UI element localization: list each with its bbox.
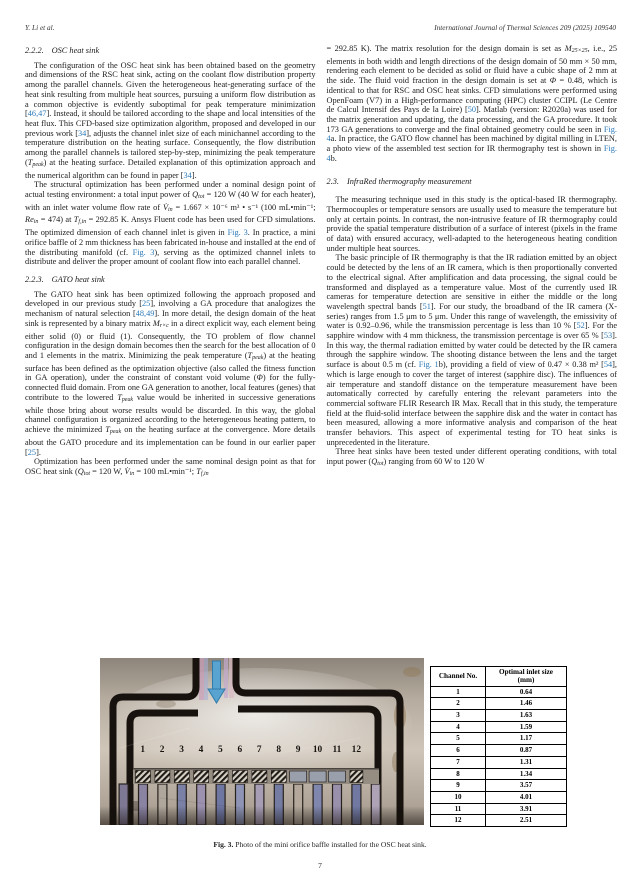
left-column [25, 44, 316, 656]
paragraph-ir-1: The measuring technique used in this study is the optical-based IR thermography. Thermocouples or temperature sensors are usually used to measure the temperature but only at certain points. In contrast, the non-intrusive feature of IR thermography could provide the spatial temperature distribution of a surface of interest (pixels in the frame of data) with ensured accuracy, well-adapted to the heterogeneous heating condition under multiple heat sources. [326, 195, 617, 253]
table-row [431, 698, 567, 710]
running-head-authors: Y. Li et al. [25, 23, 55, 32]
channel-number-label: 7 [256, 745, 262, 755]
section-heading-2-3: 2.3. InfraRed thermography measurement [326, 176, 472, 186]
table-header-row [431, 667, 567, 687]
paragraph-gato-2: Optimization has been performed under the same nominal design point as that for OSC heat sink (Qtot = 120 W, V̇in = 100 mL•min⁻¹; Tf,in [25, 457, 316, 477]
table-cell: 6 [431, 745, 486, 757]
figure3-caption-label: Fig. 3. [213, 840, 234, 849]
citation-link[interactable]: Fig. 3 [227, 228, 248, 238]
citation-link[interactable]: Fig. 3 [132, 247, 155, 257]
section-heading-2-2-2: 2.2.2. OSC heat sink [25, 46, 100, 55]
citation-link[interactable]: Fig. 4 [326, 124, 617, 144]
citation-link[interactable]: 50 [467, 105, 477, 115]
figure3-photo [100, 658, 424, 825]
table-cell: 11 [431, 803, 486, 815]
table-row [431, 768, 567, 780]
figure3-caption [0, 840, 640, 849]
paragraph-osc-2: The structural optimization has been performed under a nominal design point of actual testing environment: a total input power of Qtot = 120 W (40 W for each heater), with an inlet water volume flow rate of V̇in = 1.667 × 10⁻⁶ m³ • s⁻¹ (100 mL•min⁻¹; Rein = 474) at Tf,in = 292.85 K. Ansys Fluent code has been used for CFD simulations. The optimized dimension of each channel inlet is given in Fig. 3. In practice, a mini orifice baffle of 2 mm thickness has been fabricated in-house and installed at the end of the distributing manifold (cf. Fig. 3), serving as the optimized channel inlets to distribute and deliver the proper amount of coolant flow into each parallel channel. [25, 180, 316, 267]
table-row [431, 756, 567, 768]
citation-link[interactable]: Fig. 4 [326, 144, 617, 163]
table-cell: 3.57 [486, 780, 567, 792]
table-cell: 10 [431, 791, 486, 803]
citation-link[interactable]: 34 [78, 128, 87, 138]
channel-number-label: 2 [159, 745, 165, 755]
table-cell: 0.64 [486, 686, 567, 698]
channel-number-label: 3 [179, 745, 184, 755]
table-cell: 8 [431, 768, 486, 780]
body-columns [25, 44, 617, 656]
table-cell: 2 [431, 698, 486, 710]
paragraph-gato-1: The GATO heat sink has been optimized following the approach proposed and developed in our previous study [25], involving a GA procedure that analogizes the mechanism of natural selection [48,49]. In more detail, the design domain of the heat sink is represented by a binary matrix Mr×c in a direct explicit way, each element being either solid (0) or fluid (1). Consequently, the TO problem of flow channel configuration in the design domain becomes then the search for the best allocation of 0 and 1 elements in the matrix. Minimizing the peak temperature (Tpeak) at the heating surface has been defined as the optimization objective (also called the fitness function in GA operation), under the constraint of constant void volume (Φ) for the fully-connected fluid domain. From one GA generation to another, local features (genes) that contribute to the lowered Tpeak value would be inherited in successive generations while those bring about worse results would be discarded. In this way, the global channel configuration is organized according to the heterogeneous heating pattern, to achieve the minimized Tpeak on the heating surface at the convergence. More details about the GATO procedure and its implementation can be found in our earlier paper [25]. [25, 289, 316, 457]
table-row [431, 686, 567, 698]
channel-number-label: 12 [351, 745, 362, 755]
table-cell: 5 [431, 733, 486, 745]
table-header-channel-no: Channel No. [431, 667, 486, 687]
channel-number-label: 11 [332, 745, 342, 755]
citation-link[interactable]: 25 [27, 447, 37, 457]
table-header-optimal-inlet-size: Optimal inlet size (mm) [486, 667, 567, 687]
baffle-photo-graphic [100, 658, 424, 825]
citation-link[interactable]: 34 [183, 170, 192, 180]
table-cell: 2.51 [486, 815, 567, 827]
channel-number-label: 4 [198, 745, 204, 755]
table-cell: 0.87 [486, 745, 567, 757]
table-cell: 3.91 [486, 803, 567, 815]
channel-number-label: 1 [140, 745, 146, 755]
table-cell: 1.31 [486, 756, 567, 768]
optimal-inlet-size-table [430, 666, 567, 827]
table-cell: 9 [431, 780, 486, 792]
table-cell: 3 [431, 710, 486, 722]
channel-number-label: 9 [295, 745, 301, 755]
right-column [327, 44, 618, 656]
section-heading-2-2-3: 2.2.3. GATO heat sink [25, 275, 105, 285]
channel-number-labels [133, 745, 366, 755]
citation-link[interactable]: 52 [576, 321, 585, 331]
table-row [431, 745, 567, 757]
channel-number-label: 8 [276, 745, 281, 755]
citation-link[interactable]: 46,47 [27, 109, 47, 119]
table-row [431, 733, 567, 745]
paragraph-gato-2-continued: = 292.85 K). The matrix resolution for the design domain is set as M25×25, i.e., 25 elements in both width and length directions of the design domain of 50 mm × 50 mm, rendering each element to be decided as solid or fluid have a cubic shape of 2 mm at the side. The fluid void fraction in the design domain is set at Φ = 0.48, which is identical to that for RSC and OSC heat sinks. CFD simulations were performed using OpenFoam (V7) in a High-performance computing (HPC) cluster CCIPL (Le Centre de Calcul Intensif des Pays de la Loire) [50]. Matlab (version: R2020a) was used for the matrix generation and updating, the data processing, and the GA procedure. It took 173 GA generations to converge and the final obtained geometry could be seen in Fig. 4a. In practice, the GATO flow channel has been machined by digital milling in LTEN, a photo view of the assembled test section for IR thermography test is shown in Fig. 4b. [326, 44, 617, 163]
table-cell: 1.63 [486, 710, 567, 722]
table-cell: 1.17 [486, 733, 567, 745]
running-head [25, 23, 616, 32]
paragraph-ir-3: Three heat sinks have been tested under different operating conditions, with total input power (Qtot) ranging from 60 W to 120 W [326, 447, 617, 468]
page-number: 7 [318, 861, 322, 870]
table-row [431, 710, 567, 722]
channel-number-label: 5 [218, 745, 223, 755]
citation-link[interactable]: Fig. 1 [418, 360, 439, 370]
citation-link[interactable]: 51 [422, 301, 431, 311]
citation-link[interactable]: 54 [603, 360, 613, 370]
figure-3 [0, 656, 640, 831]
table-row [431, 803, 567, 815]
table-cell: 12 [431, 815, 486, 827]
figure3-caption-text: Photo of the mini orifice baffle installed for the OSC heat sink. [233, 840, 427, 849]
table-row [431, 815, 567, 827]
table-cell: 1.59 [486, 721, 567, 733]
table-row [431, 721, 567, 733]
table-row [431, 780, 567, 792]
table-cell: 4 [431, 721, 486, 733]
channel-number-label: 6 [237, 745, 243, 755]
table-cell: 1 [431, 686, 486, 698]
paragraph-ir-2: The basic principle of IR thermography is that the IR radiation emitted by an object could be detected by the lens of an IR camera, which is then proportionally converted to the electrical signal. After amplification and data processing, the signal could be transformed and displayed as a temperature value. Most of the currently used IR cameras for temperature detection are sensitive in either the middle or the long wavelength spectral bands [51]. For our study, the broadband of the IR camera (X-series) ranges from 1.5 μm to 5 μm. Under this range of wavelength, the emissivity of water is 0.92–0.96, while the transmission percentage is less than 10 % [52]. For the sapphire window with 4 mm thickness, the transmission percentage is over 65 % [53]. In this way, the thermal radiation emitted by water could be detected by the IR camera through the sapphire window. The shooting distance between the lens and the target surface is about 0.5 m (cf. Fig. 1b), providing a field of view of 0.47 × 0.38 m² [54], which is large enough to cover the target of interest (sapphire disc). The influences of air temperature and standoff distance on the temperature measurement have been automatically corrected by carefully entering the relevant parameters into the commercial software FLIR Research IR Max. Recall that in this study, the temperature field at the fluid-solid interface between the sapphire disk and the water in contact has been measured, allowing a more informative analysis and comparison of the heat transfer behaviors. This aspect of experimental testing for TO heat sinks is unprecedented in the literature. [326, 253, 617, 447]
citation-link[interactable]: 48,49 [135, 309, 155, 319]
citation-link[interactable]: 53 [603, 331, 613, 341]
citation-link[interactable]: 25 [142, 299, 151, 309]
paragraph-osc-1: The configuration of the OSC heat sink has been obtained based on the geometry and dimensions of the RSC heat sink, acting on the coolant flow distribution property among the parallel channels. Given the heterogeneous heat-generating surface of the heat sink resulting from multiple heat sources, pursuing a uniform flow distribution as a common objective is evidently suboptimal for peak temperature minimization [46,47]. Instead, it should be tailored according to the shape and local intensities of the heat flux. This CFD-based size optimization algorithm, proposed and developed in our previous work [34], adjusts the channel inlet size of each minichannel according to the temperature distribution on the heating surface. Consequently, the flow distribution among the parallel channels is tailored step-by-step, minimizing the peak temperature (Tpeak) at the heating surface. Detailed explanation of this optimization approach and the numerical algorithm can be found in paper [34]. [25, 60, 316, 180]
table-cell: 4.01 [486, 791, 567, 803]
table-cell: 1.34 [486, 768, 567, 780]
running-head-journal: International Journal of Thermal Sciences 209 (2025) 109540 [434, 23, 616, 32]
channel-number-label: 10 [312, 745, 323, 755]
table-cell: 1.46 [486, 698, 567, 710]
table-cell: 7 [431, 756, 486, 768]
table-row [431, 791, 567, 803]
